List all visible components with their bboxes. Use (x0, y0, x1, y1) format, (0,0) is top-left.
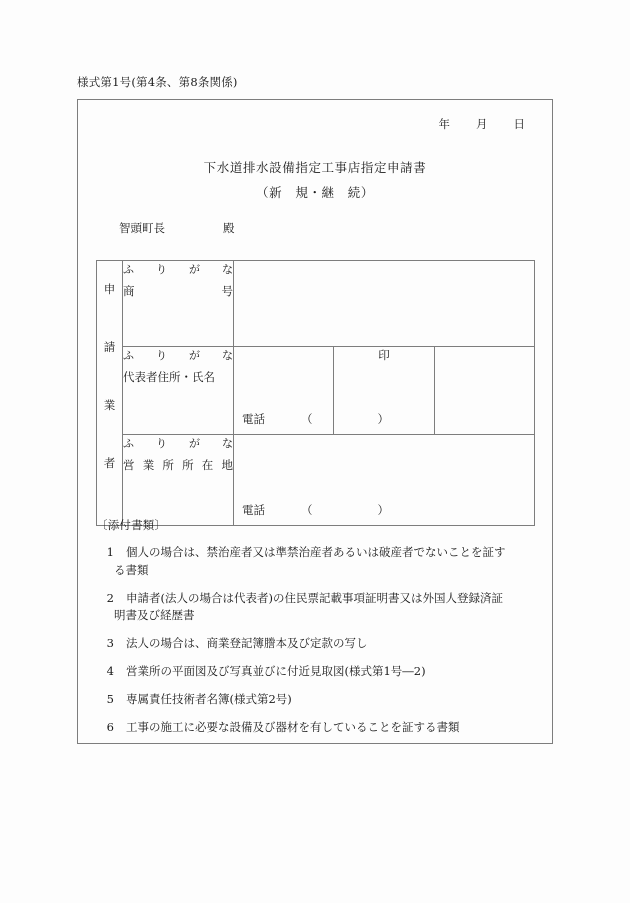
input-representative[interactable] (234, 347, 403, 435)
table-row-representative (97, 347, 535, 435)
attachment-text: 法人の場合は、商業登記簿謄本及び定款の写し (126, 636, 368, 651)
furigana-label-3 (123, 435, 233, 451)
attachment-number: 5 (106, 691, 114, 706)
telephone-paren: （ ） (301, 503, 403, 517)
furigana-label-1 (123, 261, 233, 277)
telephone-paren: （ ） (301, 412, 403, 426)
field-char-3: 所 (162, 458, 174, 472)
attachments-list (96, 544, 536, 737)
furigana-char-2: り (156, 437, 167, 450)
telephone-label: 電話 (242, 503, 265, 517)
furigana-char-2: り (156, 263, 167, 276)
attachment-text: 営業所の平面図及び写真並びに付近見取図(様式第1号―2) (126, 664, 426, 679)
furigana-char-2: り (156, 349, 167, 362)
addressee-name: 智頭町長 (119, 221, 165, 235)
title-block (78, 158, 552, 201)
attachments-section (96, 517, 536, 747)
form-number-label: 様式第1号(第4条、第8条関係) (77, 75, 238, 89)
attachment-line-2: る書類 (114, 562, 149, 577)
applicant-table (96, 260, 535, 526)
list-item (96, 719, 536, 737)
list-item (96, 544, 536, 580)
furigana-char-4: な (222, 263, 233, 276)
field-char-2: 号 (221, 284, 233, 298)
field-label-trade-name (123, 283, 233, 299)
attachment-line-1: 個人の場合は、禁治産者又は準禁治産者あるいは破産者でないことを証す (126, 545, 506, 559)
attachment-line-1: 申請者(法人の場合は代表者)の住民票記載事項証明書又は外国人登録済証 (126, 590, 503, 605)
document-subtitle: （新 規・継 続） (256, 185, 374, 200)
document-frame (77, 99, 553, 744)
spine-char-4: 者 (103, 456, 116, 471)
table-row-trade-name (97, 261, 535, 347)
field-label-representative: 代表者住所・氏名 (123, 370, 215, 384)
furigana-char-4: な (222, 349, 233, 362)
date-month-label: 月 (476, 117, 488, 131)
furigana-char-1: ふ (123, 263, 134, 276)
furigana-char-3: が (189, 349, 200, 362)
attachment-text (114, 590, 536, 626)
input-office-address[interactable] (234, 435, 535, 526)
applicant-spine-cell (97, 261, 123, 526)
table-row-office-address (97, 435, 535, 526)
field-char-5: 在 (201, 458, 214, 472)
field-char-6: 地 (221, 458, 233, 472)
label-cell-trade-name (123, 261, 234, 347)
spine-char-2: 請 (103, 340, 116, 355)
telephone-field-representative[interactable] (242, 411, 403, 427)
spine-char-1: 申 (103, 282, 116, 297)
attachment-number: 2 (106, 590, 114, 605)
attachment-number: 3 (106, 636, 114, 651)
list-item (96, 635, 536, 653)
telephone-label: 電話 (242, 412, 265, 426)
label-cell-representative (123, 347, 234, 435)
addressee-line (119, 220, 235, 236)
field-char-1: 営 (123, 458, 135, 472)
attachment-text: 専属責任技術者名簿(様式第2号) (126, 691, 292, 706)
furigana-char-1: ふ (123, 349, 134, 362)
representative-tail-cell[interactable] (434, 347, 534, 435)
date-line (439, 116, 526, 132)
date-day-label: 日 (513, 117, 525, 131)
attachment-line-2: 明書及び経歴書 (114, 608, 195, 623)
furigana-char-3: が (189, 437, 200, 450)
date-year-label: 年 (438, 117, 450, 131)
spine-char-3: 業 (103, 398, 116, 413)
attachment-number: 6 (106, 719, 114, 734)
document-title: 下水道排水設備指定工事店指定申請書 (203, 160, 427, 175)
field-char-4: 所 (182, 458, 194, 472)
list-item (96, 691, 536, 709)
attachment-text: 工事の施工に必要な設備及び器材を有していることを証する書類 (126, 719, 460, 734)
list-item (96, 590, 536, 626)
attachments-heading: 〔添付書類〕 (96, 518, 167, 532)
attachment-number: 1 (106, 545, 114, 559)
field-label-office-address (123, 457, 233, 473)
furigana-char-3: が (189, 263, 200, 276)
field-char-1: 商 (123, 284, 135, 298)
addressee-suffix: 殿 (223, 221, 235, 235)
label-cell-office-address (123, 435, 234, 526)
attachment-number: 4 (106, 664, 114, 679)
list-item (96, 663, 536, 681)
attachment-text (114, 544, 536, 580)
seal-label: 印 (378, 348, 390, 362)
furigana-label-2 (123, 347, 233, 363)
telephone-field-office[interactable] (242, 502, 403, 518)
input-trade-name[interactable] (234, 261, 535, 347)
furigana-char-4: な (222, 437, 233, 450)
field-char-2: 業 (142, 458, 155, 472)
furigana-char-1: ふ (123, 437, 134, 450)
